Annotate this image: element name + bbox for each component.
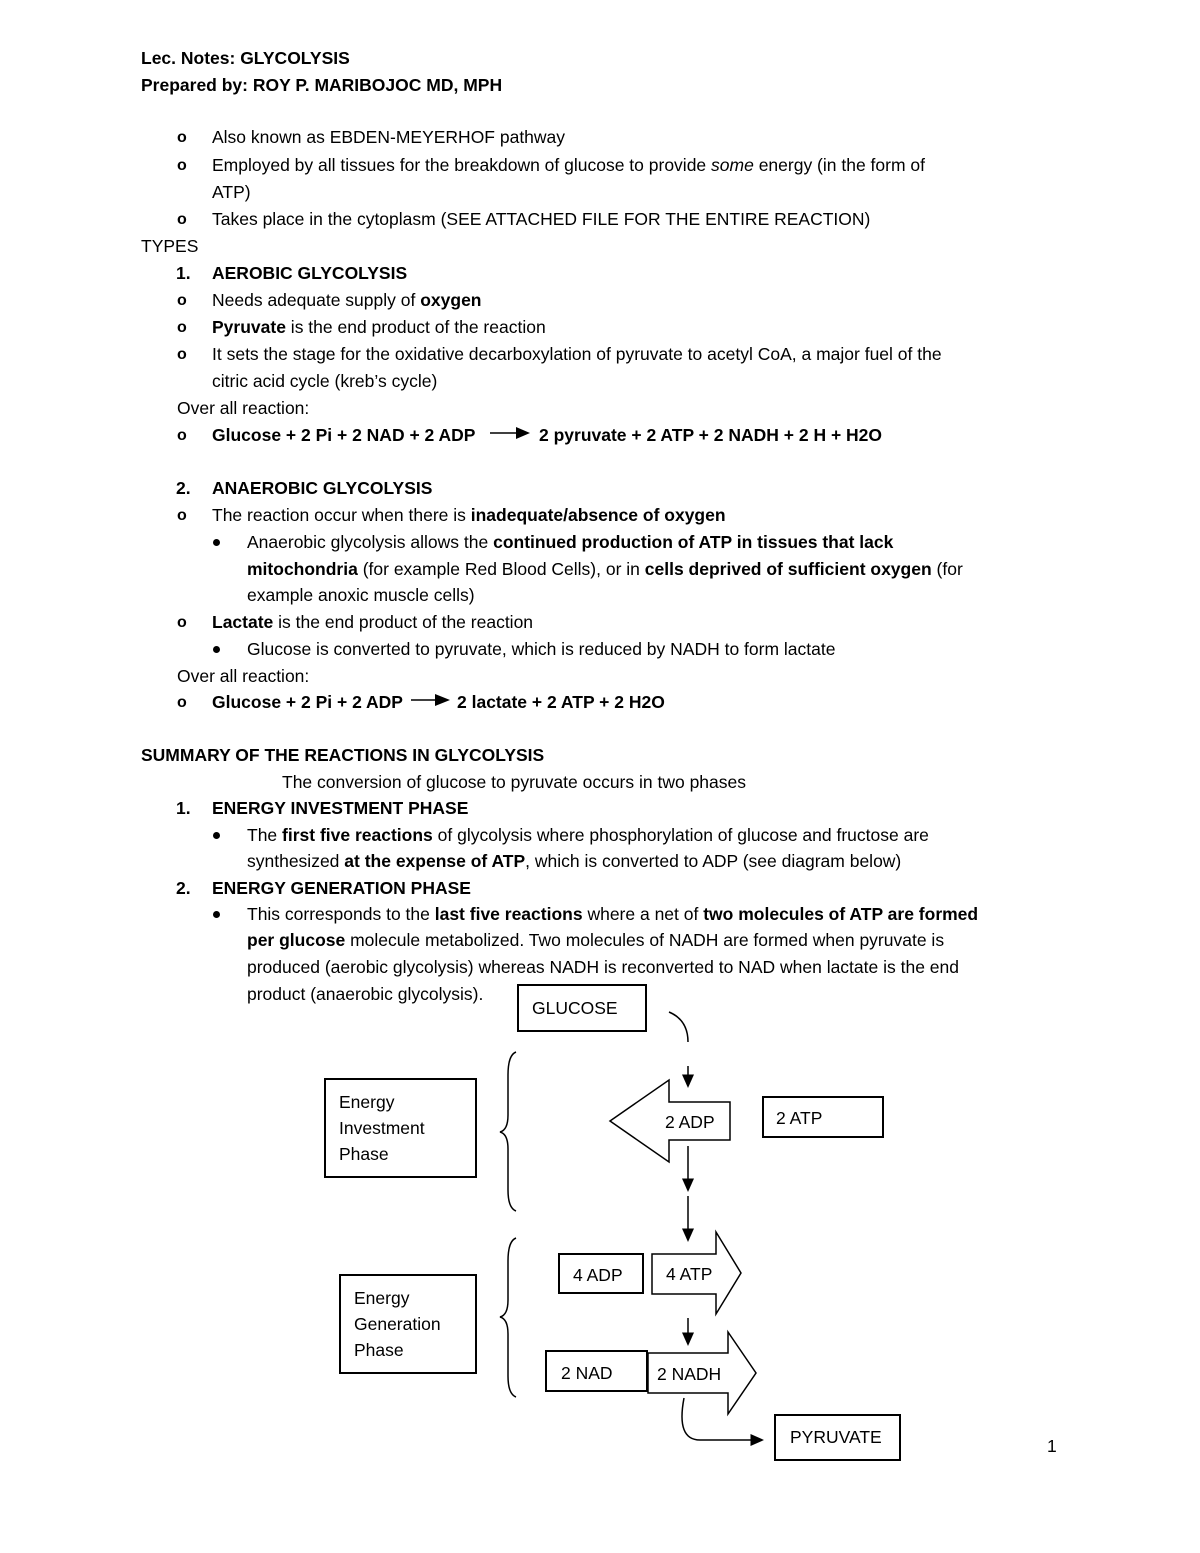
atp2-box: [762, 1096, 884, 1138]
anaerobic-sub-1-cont: mitochondria (for example Red Blood Cells), or in cells deprived of sufficient oxygen (for: [247, 559, 963, 579]
bullet-marker: o: [177, 319, 187, 336]
bullet-marker: o: [177, 211, 187, 228]
types-heading: TYPES: [141, 236, 199, 256]
reaction-arrow-aerobic: [490, 427, 530, 439]
glucose-label: GLUCOSE: [532, 998, 618, 1018]
bullet-marker: o: [177, 694, 187, 711]
aerobic-reactants: Glucose + 2 Pi + 2 NAD + 2 ADP: [212, 425, 476, 445]
anaerobic-number: 2.: [176, 478, 191, 498]
page-number: 1: [1047, 1436, 1057, 1456]
adp2-label: 2 ADP: [665, 1112, 715, 1132]
pyruvate-label: PYRUVATE: [790, 1427, 882, 1447]
intro-bullet-1: Also known as EBDEN-MEYERHOF pathway: [212, 127, 566, 147]
aerobic-products: 2 pyruvate + 2 ATP + 2 NADH + 2 H + H2O: [539, 425, 883, 445]
phase-2-text-cont: per glucose molecule metabolized. Two molecules of NADH are formed when pyruvate is: [247, 930, 945, 950]
bullet-marker: o: [177, 157, 187, 174]
generation-brace: [500, 1238, 516, 1397]
bullet-marker: o: [177, 346, 187, 363]
author-line: Prepared by: ROY P. MARIBOJOC MD, MPH: [141, 75, 503, 95]
aerobic-title: AEROBIC GLYCOLYSIS: [212, 263, 408, 283]
aerobic-bullet-1: Needs adequate supply of oxygen: [212, 290, 482, 310]
phase-2-number: 2.: [176, 878, 191, 898]
aerobic-number: 1.: [176, 263, 191, 283]
phase-1-text: The first five reactions of glycolysis where phosphorylation of glucose and fructose are: [247, 825, 929, 845]
bullet-marker: o: [177, 614, 187, 631]
phase-2-text-cont2: produced (aerobic glycolysis) whereas NADH is reconverted to NAD when lactate is the end: [247, 957, 959, 977]
bullet-marker: o: [177, 507, 187, 524]
adp4-box: [558, 1253, 644, 1294]
investment-brace: [500, 1052, 516, 1211]
phase-1-title: ENERGY INVESTMENT PHASE: [212, 798, 469, 818]
phase-2-text-cont3: product (anaerobic glycolysis).: [247, 984, 484, 1004]
nad2-box: [545, 1350, 648, 1392]
anaerobic-title: ANAEROBIC GLYCOLYSIS: [212, 478, 433, 498]
anaerobic-bullet-2: Lactate is the end product of the reaction: [212, 612, 534, 632]
phase-2-title: ENERGY GENERATION PHASE: [212, 878, 471, 898]
aerobic-overall-label: Over all reaction:: [177, 398, 310, 418]
atp4-label: 4 ATP: [666, 1264, 713, 1284]
bullet-marker: o: [177, 427, 187, 444]
generation-line-2: Generation: [354, 1314, 441, 1334]
generation-phase-box: [339, 1274, 477, 1374]
glucose-box: [517, 984, 647, 1032]
anaerobic-sub-1: Anaerobic glycolysis allows the continued production of ATP in tissues that lack: [247, 532, 894, 552]
summary-subheading: The conversion of glucose to pyruvate occurs in two phases: [282, 772, 746, 792]
intro-bullet-3: Takes place in the cytoplasm (SEE ATTACHED FILE FOR THE ENTIRE REACTION): [212, 209, 871, 229]
aerobic-bullet-2: Pyruvate is the end product of the reaction: [212, 317, 546, 337]
intro-bullet-2: Employed by all tissues for the breakdown of glucose to provide some energy (in the form of: [212, 155, 926, 175]
anaerobic-reactants: Glucose + 2 Pi + 2 ADP: [212, 692, 403, 712]
generation-line-3: Phase: [354, 1340, 404, 1360]
generation-line-1: Energy: [354, 1288, 410, 1308]
intro-bullet-2-cont: ATP): [212, 182, 251, 202]
investment-line-2: Investment: [339, 1118, 425, 1138]
anaerobic-bullet-1: The reaction occur when there is inadequate/absence of oxygen: [212, 505, 726, 525]
phase-1-text-cont: synthesized at the expense of ATP, which is converted to ADP (see diagram below): [247, 851, 902, 871]
phase-2-text: This corresponds to the last five reactions where a net of two molecules of ATP are formed: [247, 904, 979, 924]
anaerobic-overall-label: Over all reaction:: [177, 666, 310, 686]
lecture-title: Lec. Notes: GLYCOLYSIS: [141, 48, 350, 68]
aerobic-bullet-3-cont: citric acid cycle (kreb’s cycle): [212, 371, 438, 391]
curved-arrow-to-pyruvate: [682, 1398, 758, 1440]
reaction-arrow-anaerobic: [411, 694, 450, 706]
investment-phase-box: [324, 1078, 477, 1178]
bullet-marker: o: [177, 292, 187, 309]
atp2-label: 2 ATP: [776, 1108, 823, 1128]
aerobic-bullet-3: It sets the stage for the oxidative decarboxylation of pyruvate to acetyl CoA, a major fuel of the: [212, 344, 942, 364]
nadh2-label: 2 NADH: [657, 1364, 722, 1384]
bullet-marker: o: [177, 129, 187, 146]
phase-1-number: 1.: [176, 798, 191, 818]
adp4-label: 4 ADP: [573, 1265, 623, 1285]
summary-heading: SUMMARY OF THE REACTIONS IN GLYCOLYSIS: [141, 745, 545, 765]
investment-line-3: Phase: [339, 1144, 389, 1164]
connector-curve: [669, 1012, 688, 1042]
anaerobic-sub-2: Glucose is converted to pyruvate, which is reduced by NADH to form lactate: [247, 639, 836, 659]
anaerobic-sub-1-cont2: example anoxic muscle cells): [247, 585, 475, 605]
anaerobic-products: 2 lactate + 2 ATP + 2 H2O: [457, 692, 665, 712]
investment-line-1: Energy: [339, 1092, 395, 1112]
pyruvate-box: [774, 1414, 901, 1461]
nad2-label: 2 NAD: [561, 1363, 613, 1383]
